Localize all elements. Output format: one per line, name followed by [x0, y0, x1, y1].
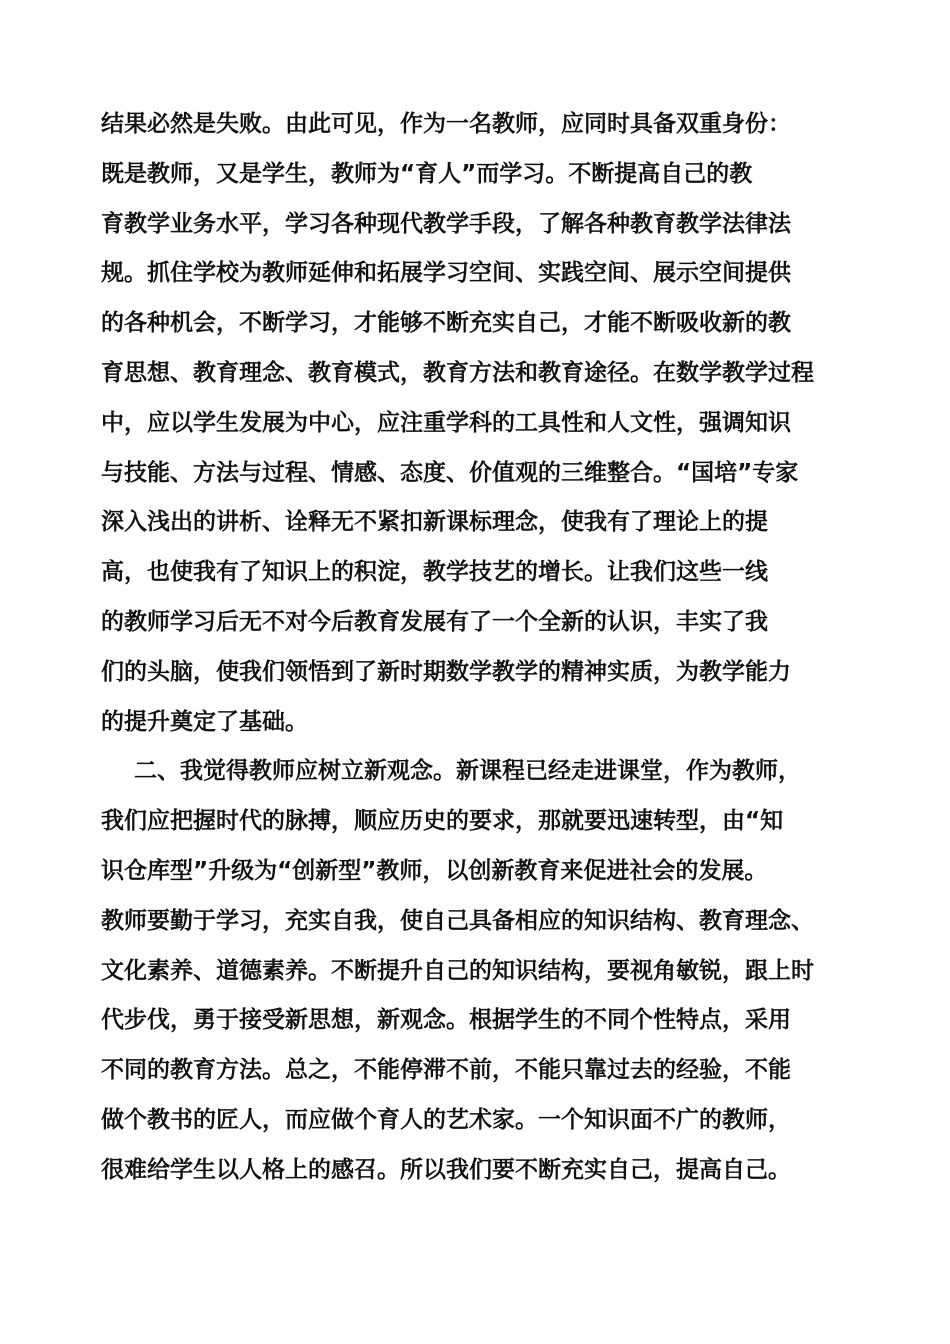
- text-line: 既是教师，又是学生，教师为“育人”而学习。不断提高自己的教: [101, 160, 753, 187]
- text-line: 育教学业务水平，学习各种现代教学手段，了解各种教育教学法律法: [101, 210, 791, 237]
- text-line: 们的头脑，使我们领悟到了新时期数学教学的精神实质，为教学能力: [101, 658, 791, 685]
- text-line: 代步伐，勇于接受新思想，新观念。根据学生的不同个性特点，采用: [101, 1007, 791, 1034]
- text-line: 高，也使我有了知识上的积淀，教学技艺的增长。让我们这些一线: [101, 559, 768, 586]
- text-line: 的教师学习后无不对今后教育发展有了一个全新的认识，丰实了我: [101, 608, 768, 635]
- text-line: 的各种机会，不断学习，才能够不断充实自己，才能不断吸收新的教: [101, 310, 791, 337]
- section-heading-line: 二、我觉得教师应树立新观念。新课程已经走进课堂，作为教师，: [134, 758, 801, 785]
- text-line: 育思想、教育理念、教育模式，教育方法和教育途径。在数学教学过程: [101, 359, 814, 386]
- text-line: 文化素养、道德素养。不断提升自己的知识结构，要视角敏锐，跟上时: [101, 957, 814, 984]
- text-line: 识仓库型”升级为“创新型”教师，以创新教育来促进社会的发展。: [101, 857, 768, 884]
- text-line: 做个教书的匠人，而应做个育人的艺术家。一个知识面不广的教师，: [101, 1106, 791, 1133]
- text-line: 教师要勤于学习，充实自我，使自己具备相应的知识结构、教育理念、: [101, 907, 814, 934]
- text-line: 规。抓住学校为教师延伸和拓展学习空间、实践空间、展示空间提供: [101, 260, 791, 287]
- text-line: 我们应把握时代的脉搏，顺应历史的要求，那就要迅速转型，由“知: [101, 808, 784, 835]
- text-line: 不同的教育方法。总之，不能停滞不前，不能只靠过去的经验，不能: [101, 1057, 791, 1084]
- text-line: 的提升奠定了基础。: [101, 708, 308, 735]
- text-line: 深入浅出的讲析、诠释无不紧扣新课标理念，使我有了理论上的提: [101, 509, 768, 536]
- text-line: 结果必然是失败。由此可见，作为一名教师，应同时具备双重身份：: [101, 111, 791, 137]
- text-line: 中，应以学生发展为中心，应注重学科的工具性和人文性，强调知识: [101, 409, 791, 436]
- text-line: 很难给学生以人格上的感召。所以我们要不断充实自己，提高自己。: [101, 1156, 791, 1183]
- text-line: 与技能、方法与过程、情感、态度、价值观的三维整合。“国培”专家: [101, 459, 799, 486]
- body-text: [101, 100, 813, 1196]
